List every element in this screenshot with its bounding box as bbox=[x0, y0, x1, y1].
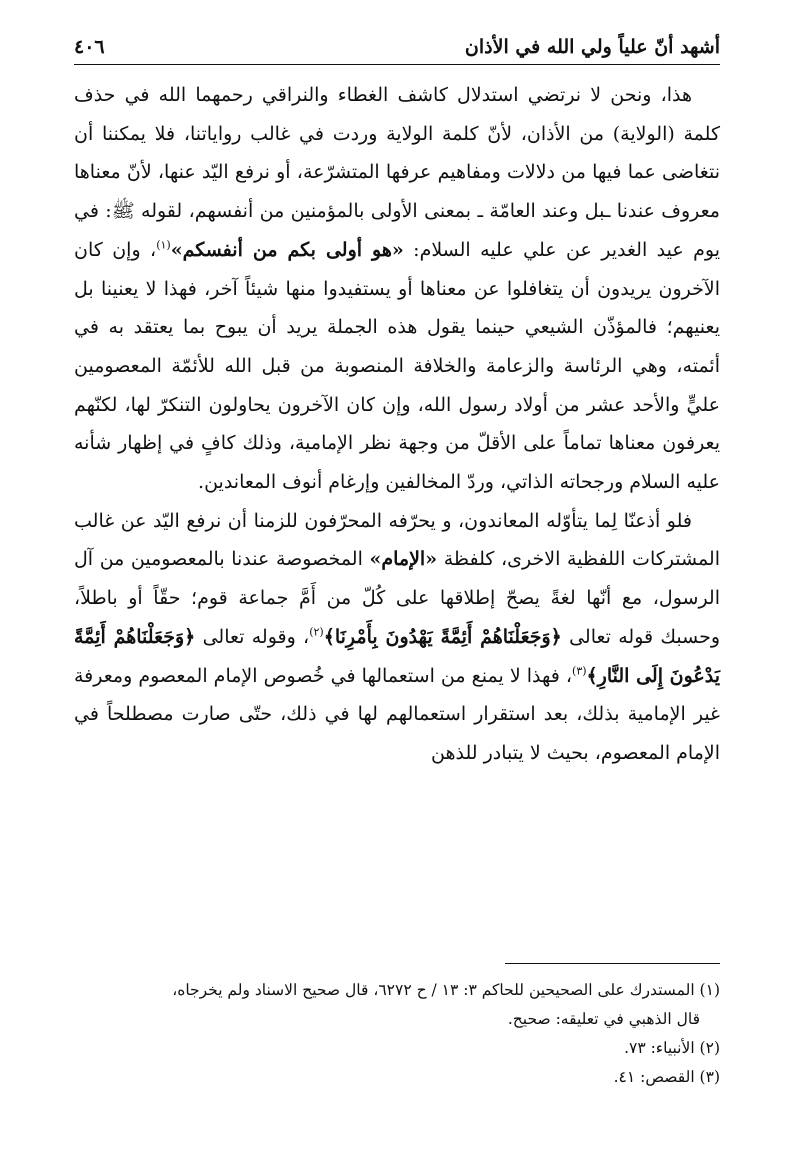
paragraph-2: فلو أذعنّا لِما يتأوّله المعاندون، و يحرّفه المحرّفون للزمنا أن نرفع اليّد عن غالب المشتركات اللفظية الاخرى، كلفظة «الإمام» المخصوصة عندنا بالمعصومين من آل الرسول، مع أنّها لغةً يصحّ إطلاقها على كُلّ من أَمَّ جماعة قوم؛ حقّاً أو باطلاً، وحسبك قوله تعالى ﴿وَجَعَلْنَاهُمْ أَئِمَّةً يَهْدُونَ بِأَمْرِنَا﴾$^{(٢)}$، وقوله تعالى ﴿وَجَعَلْنَاهُمْ أَئِمَّةً يَدْعُونَ إِلَى النَّارِ﴾$^{(٣)}$، فهذا لا يمنع من استعمالها في خُصوص الإمام المعصوم ومعرفة غير الإمامية بذلك، بعد استقرار استعمالهم لها في ذلك، حتّى صارت مصطلحاً في الإمام المعصوم، بحيث لا يتبادر للذهن bbox=[74, 509, 720, 764]
footnote-divider bbox=[505, 963, 720, 964]
running-header bbox=[74, 26, 720, 58]
header-divider bbox=[74, 64, 720, 65]
footnote-ref-2[interactable]: (٢) bbox=[309, 625, 324, 639]
main-text bbox=[74, 76, 720, 773]
footnote-1-continued: قال الذهبي في تعليقه: صحيح. bbox=[507, 1010, 700, 1028]
quran-verse-2: ﴿وَجَعَلْنَاهُمْ أَئِمَّةً يَدْعُونَ إِلَى النَّارِ﴾ bbox=[74, 625, 720, 687]
footnotes bbox=[74, 976, 720, 1092]
header-title: أشهد أنّ علياً ولي الله في الأذان bbox=[464, 36, 720, 58]
paragraph-1: هذا، ونحن لا نرتضي استدلال كاشف الغطاء والنراقي رحمهما الله في حذف كلمة (الولاية) من الأذان، لأنّ كلمة الولاية وردت في غالب رواياتنا، فلا يمكننا أن نتغاضى عما فيها من دلالات ومفاهيم عرفها المتشرّعة، أو نرفع اليّد عنها، لأنّ معناها معروف عندنا ـبل وعند العامّة ـ بمعنى الأولى بالمؤمنين من أنفسهم، لقوله ﷺ: في يوم عيد الغدير عن علي عليه السلام: «هو أولى بكم من أنفسكم»$^{(١)}$، وإن كان الآخرون يريدون أن يتغافلوا عن معناها أو يستفيدوا منها شيئاً آخر، فهذا لا يعنينا بل يعنيهم؛ فالمؤذّن الشيعي حينما يقول هذه الجملة يريد أن يبوح بما يعتقد به في أئمته، وهي الرئاسة والزعامة والخلافة المنصوبة من قبل الله للأئمّة المعصومين عليٍّ والأحد عشر من أولاد رسول الله، وإن كان الآخرون يحاولون التنكرّ لها، لكنّهم يعرفون معناها تماماً على الأقلّ من وجهة نظر الإمامية، وذلك كافٍ في إظهار شأنه عليه السلام ورجحاته الذاتي، وردّ المخالفين وإرغام أنوف المعاندين. bbox=[74, 84, 720, 494]
footnote-2: (٢) الأنبياء: ٧٣. bbox=[624, 1039, 720, 1057]
page-number: ٤٠٦ bbox=[74, 36, 105, 58]
hadith-quote: «هو أولى بكم من أنفسكم» bbox=[170, 238, 404, 261]
quran-verse-1: ﴿وَجَعَلْنَاهُمْ أَئِمَّةً يَهْدُونَ بِأَمْرِنَا﴾ bbox=[323, 625, 562, 648]
footnote-3: (٣) القصص: ٤١. bbox=[613, 1068, 720, 1086]
footnote-1: (١) المستدرك على الصحيحين للحاكم ٣: ١٣ / ح ٦٢٧٢، قال صحيح الاسناد ولم يخرجاه، bbox=[172, 981, 720, 999]
footnote-ref-3[interactable]: (٣) bbox=[572, 664, 587, 678]
footnote-ref-1[interactable]: (١) bbox=[156, 238, 171, 252]
term-imam: «الإمام» bbox=[369, 548, 438, 571]
